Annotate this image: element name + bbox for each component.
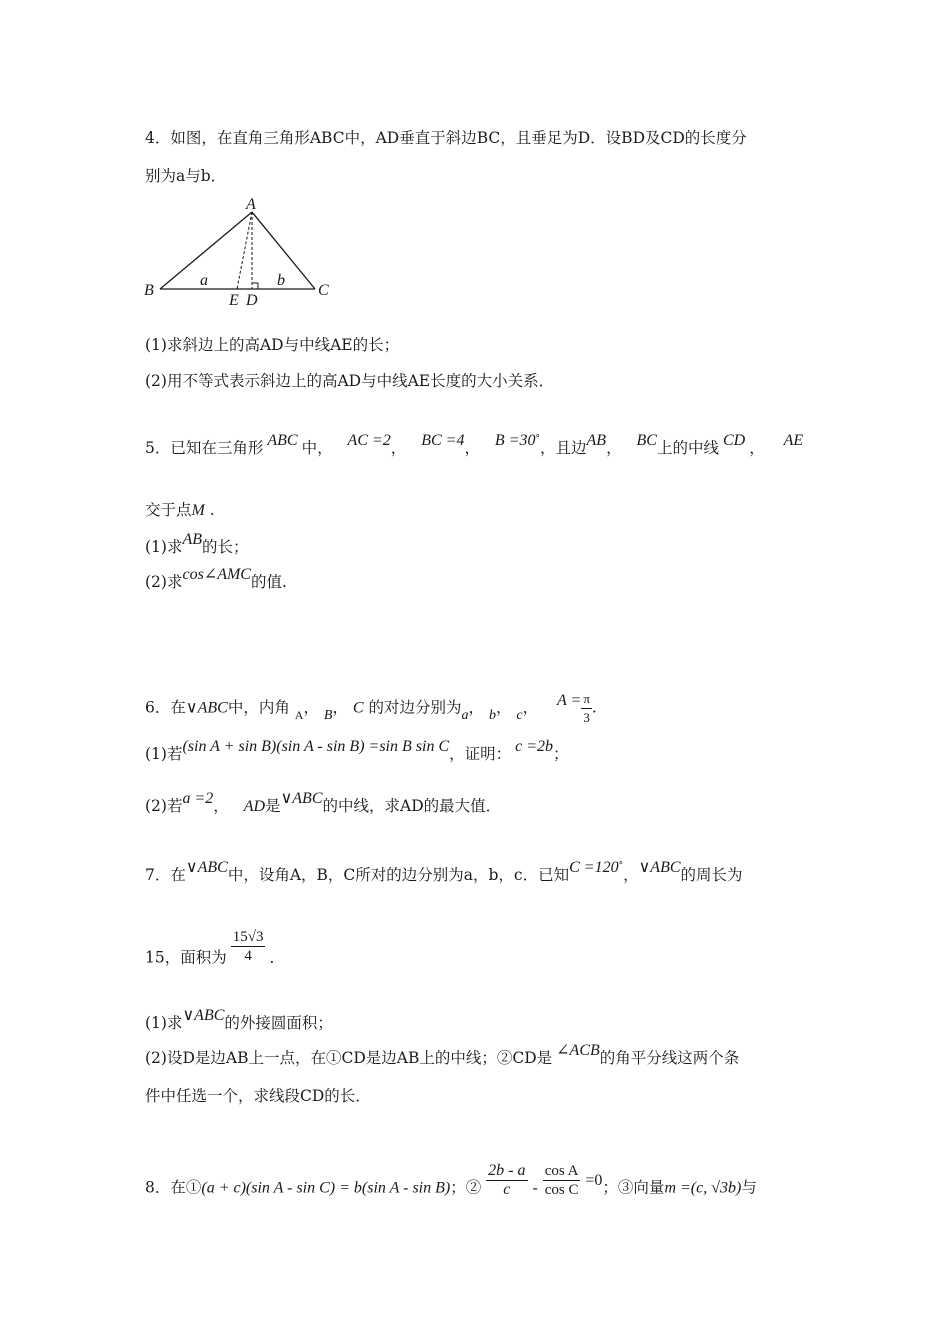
label-A: A bbox=[246, 196, 256, 213]
label-b: b bbox=[277, 272, 285, 289]
label-D: D bbox=[246, 292, 258, 309]
label-E: E bbox=[229, 292, 239, 309]
p5-line1: 5．已知在三角形 ABC 中， AC =2， BC =4， B =30°，且边AB， BC上的中线 CD ， AE bbox=[145, 432, 804, 457]
p6-line1: 6．在∨ABC中，内角 $_A$， B， C 的对边分别为a， b， c， A = $\frac{\pi}{3}$ . bbox=[145, 691, 597, 725]
p4-q1: (1)求斜边上的高AD与中线AE的长； bbox=[145, 336, 400, 354]
p4-q2: (2)用不等式表示斜边上的高AD与中线AE长度的大小关系． bbox=[145, 372, 555, 390]
p7-q1: (1)求∨ABC的外接圆面积； bbox=[145, 1007, 333, 1032]
label-a: a bbox=[200, 272, 208, 289]
p7-q2-cont: 件中任选一个，求线段CD的长． bbox=[145, 1087, 371, 1105]
p4-line2: 别为a与b． bbox=[145, 167, 227, 185]
p6-q2: (2)若a =2， AD是∨ABC的中线，求AD的最大值． bbox=[145, 790, 502, 815]
p5-q1: (1)求AB的长； bbox=[145, 531, 249, 556]
triangle-figure bbox=[140, 195, 340, 310]
label-B: B bbox=[144, 282, 154, 299]
p8-line1: 8．在①(a + c)(sin A - sin C) = b(sin A - sin B)；② $\frac{2b - a}{c}$ - $\frac{\text{cos A}}{\text{cos C}}$ =0；③向量m =(c, √3b)与 bbox=[145, 1162, 757, 1198]
p6-q1: (1)若(sin A + sin B)(sin A - sin B) =sin B sin C，证明： c =2b； bbox=[145, 738, 569, 763]
p7-q2: (2)设D是边AB上一点，在①CD是边AB上的中线；②CD是 ∠ACB的角平分线这两个条 bbox=[145, 1042, 740, 1067]
p7-line1: 7．在∨ABC中，设角A，B，C所对的边分别为a，b，c．已知C =120°，∨ABC的周长为 bbox=[145, 859, 743, 884]
label-C: C bbox=[318, 282, 329, 299]
p5-line2: 交于点M . bbox=[145, 501, 215, 519]
p7-line2: 15，面积为 $\frac{15√3}{4}$ ． bbox=[145, 929, 285, 967]
p5-q2: (2)求cos∠AMC的值. bbox=[145, 566, 287, 591]
p4-line1: 4．如图，在直角三角形ABC中，AD垂直于斜边BC，且垂足为D．设BD及CD的长度分 bbox=[145, 129, 747, 147]
